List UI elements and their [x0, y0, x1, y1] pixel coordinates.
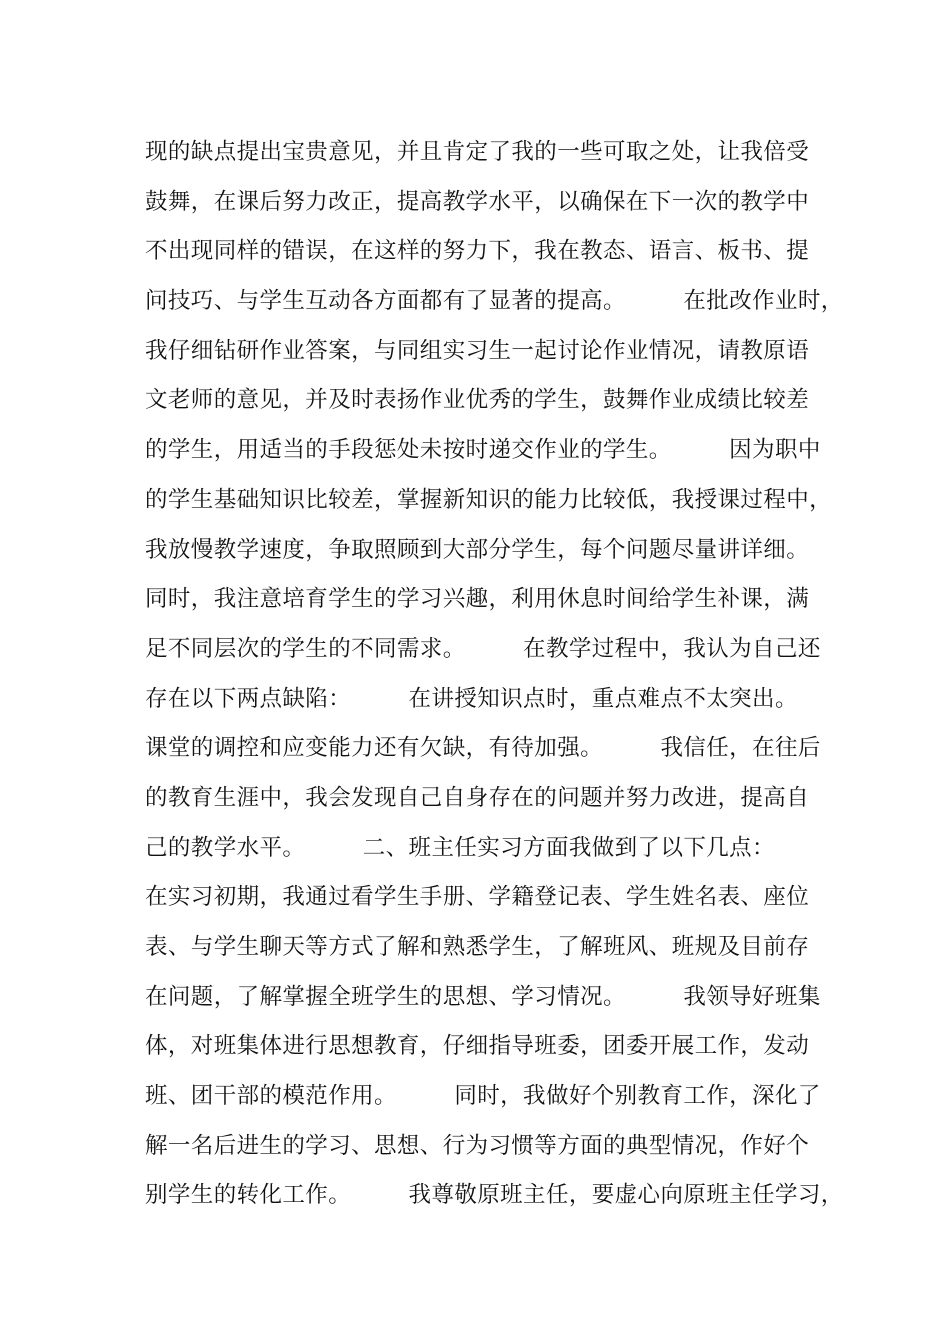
text-line: 在实习初期，我通过看学生手册、学籍登记表、学生姓名表、座位 [145, 884, 810, 911]
text-line: 我仔细钻研作业答案，与同组实习生一起讨论作业情况，请教原语 [145, 337, 810, 364]
text-line: 的学生，用适当的手段惩处未按时递交作业的学生。 因为职中 [145, 437, 821, 464]
text-line: 存在以下两点缺陷： 在讲授知识点时，重点难点不太突出。 [145, 685, 798, 712]
text-line: 别学生的转化工作。 我尊敬原班主任，要虚心向原班主任学习， [145, 1182, 844, 1209]
text-line: 我放慢教学速度，争取照顾到大部分学生，每个问题尽量讲详细。 [145, 536, 810, 563]
text-line: 现的缺点提出宝贵意见，并且肯定了我的一些可取之处，让我倍受 [145, 139, 810, 165]
text-line: 体，对班集体进行思想教育，仔细指导班委，团委开展工作，发动 [145, 1033, 810, 1060]
text-line: 班、团干部的模范作用。 同时，我做好个别教育工作，深化了 [145, 1083, 821, 1110]
text-line: 在问题，了解掌握全班学生的思想、学习情况。 我领导好班集 [145, 983, 821, 1010]
text-line: 的学生基础知识比较差，掌握新知识的能力比较低，我授课过程中， [145, 486, 833, 513]
body-text [145, 128, 844, 1221]
text-line: 问技巧、与学生互动各方面都有了显著的提高。 在批改作业时， [145, 288, 844, 315]
text-line: 鼓舞，在课后努力改正，提高教学水平，以确保在下一次的教学中 [145, 188, 810, 215]
text-line: 表、与学生聊天等方式了解和熟悉学生，了解班风、班规及目前存 [145, 934, 810, 960]
text-line: 文老师的意见，并及时表扬作业优秀的学生，鼓舞作业成绩比较差 [145, 387, 810, 414]
text-line: 足不同层次的学生的不同需求。 在教学过程中，我认为自己还 [145, 635, 821, 662]
text-line: 解一名后进生的学习、思想、行为习惯等方面的典型情况，作好个 [145, 1132, 810, 1159]
text-line: 同时，我注意培育学生的学习兴趣，利用休息时间给学生补课，满 [145, 586, 810, 613]
text-line: 不出现同样的错误，在这样的努力下，我在教态、语言、板书、提 [145, 238, 810, 265]
text-line: 课堂的调控和应变能力还有欠缺，有待加强。 我信任，在往后 [145, 735, 821, 762]
text-line: 己的教学水平。 二、班主任实习方面我做到了以下几点： [145, 834, 775, 861]
text-line: 的教育生涯中，我会发现自己自身存在的问题并努力改进，提高自 [145, 784, 810, 811]
